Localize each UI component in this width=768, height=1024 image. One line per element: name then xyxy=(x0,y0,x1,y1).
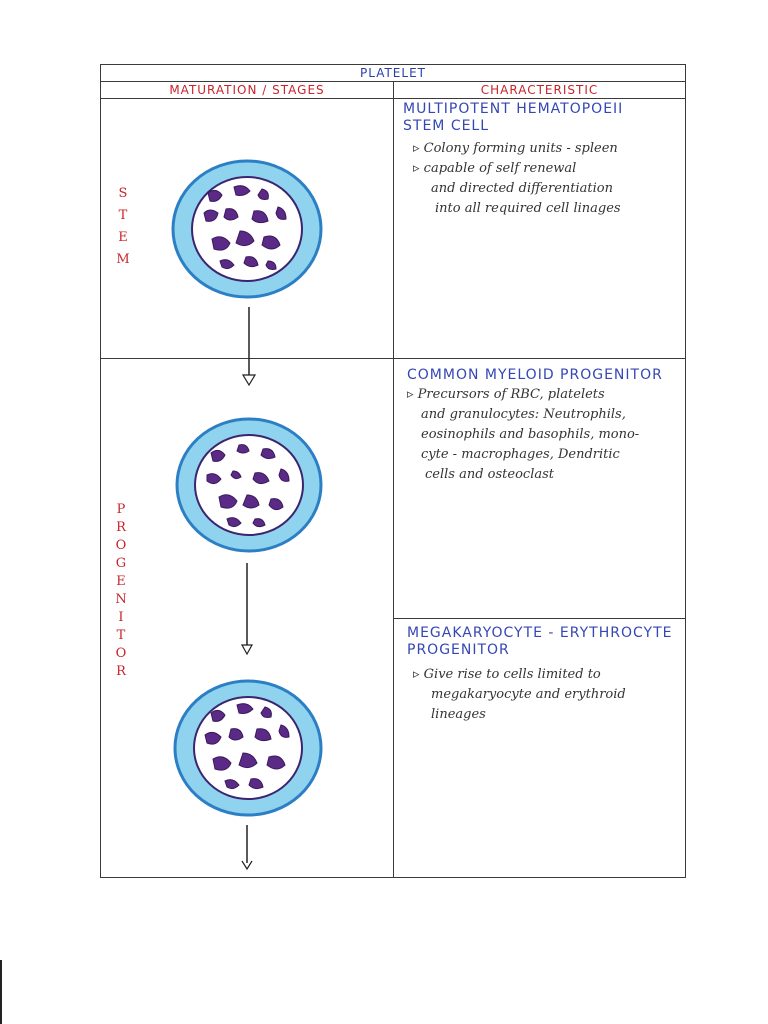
row-divider xyxy=(101,358,685,359)
column-divider xyxy=(393,81,394,877)
description-line: cyte - macrophages, Dendritic xyxy=(421,447,620,462)
stage-letter: E xyxy=(116,574,126,589)
stage-letter: T xyxy=(118,208,128,223)
row-divider xyxy=(393,618,685,619)
arrow-down-icon xyxy=(237,823,257,873)
stage-letter: P xyxy=(116,502,126,517)
stage-letter: N xyxy=(115,592,127,607)
stage-letter: R xyxy=(116,664,126,679)
row-title xyxy=(407,625,672,659)
description-line: ▹ Precursors of RBC, platelets xyxy=(407,387,605,402)
description-line: megakaryocyte and erythroid xyxy=(431,687,626,702)
description-line: eosinophils and basophils, mono- xyxy=(421,427,640,442)
table-title: PLATELET xyxy=(360,66,426,80)
row-title-line: STEM CELL xyxy=(403,118,490,134)
row-title-line: MEGAKARYOCYTE - ERYTHROCYTE xyxy=(407,625,673,641)
stage-letter: I xyxy=(118,610,124,625)
row-title xyxy=(407,367,663,384)
stage-letter: O xyxy=(115,646,127,661)
row-title-line: MULTIPOTENT HEMATOPOEII xyxy=(403,101,624,117)
row-description xyxy=(413,139,683,219)
stage-label-progenitor xyxy=(113,501,129,681)
stage-letter: G xyxy=(115,556,127,571)
arrow-down-icon xyxy=(237,561,257,659)
description-line: ▹ Give rise to cells limited to xyxy=(413,667,601,682)
description-line: and granulocytes: Neutrophils, xyxy=(421,407,626,422)
stage-label-stem xyxy=(115,183,131,271)
stage-letter: T xyxy=(116,628,126,643)
megakaryocyte-erythrocyte-progenitor-drawing xyxy=(171,677,325,819)
myeloid-progenitor-drawing xyxy=(173,415,325,555)
page-edge-mark xyxy=(0,960,2,1024)
stage-letter: S xyxy=(118,186,128,201)
row-description xyxy=(413,665,683,725)
arrow-down-icon xyxy=(239,305,259,389)
stage-letter: M xyxy=(116,252,130,267)
stage-letter: O xyxy=(115,538,127,553)
stem-cell-drawing xyxy=(168,157,326,301)
description-line: ▹ Colony forming units - spleen xyxy=(413,141,618,156)
platelet-table xyxy=(100,64,686,878)
description-line: lineages xyxy=(431,707,486,722)
description-line: into all required cell linages xyxy=(435,201,621,216)
header-stages: MATURATION / STAGES xyxy=(169,83,325,97)
row-title xyxy=(403,101,623,135)
description-line: and directed differentiation xyxy=(431,181,613,196)
row-title-line: COMMON MYELOID PROGENITOR xyxy=(407,367,663,383)
description-line: ▹ capable of self renewal xyxy=(413,161,577,176)
row-description xyxy=(407,385,685,485)
row-title-line: PROGENITOR xyxy=(407,642,510,658)
description-line: cells and osteoclast xyxy=(425,467,554,482)
header-characteristic: CHARACTERISTIC xyxy=(480,83,599,97)
stage-letter: E xyxy=(118,230,128,245)
stage-letter: R xyxy=(116,520,126,535)
